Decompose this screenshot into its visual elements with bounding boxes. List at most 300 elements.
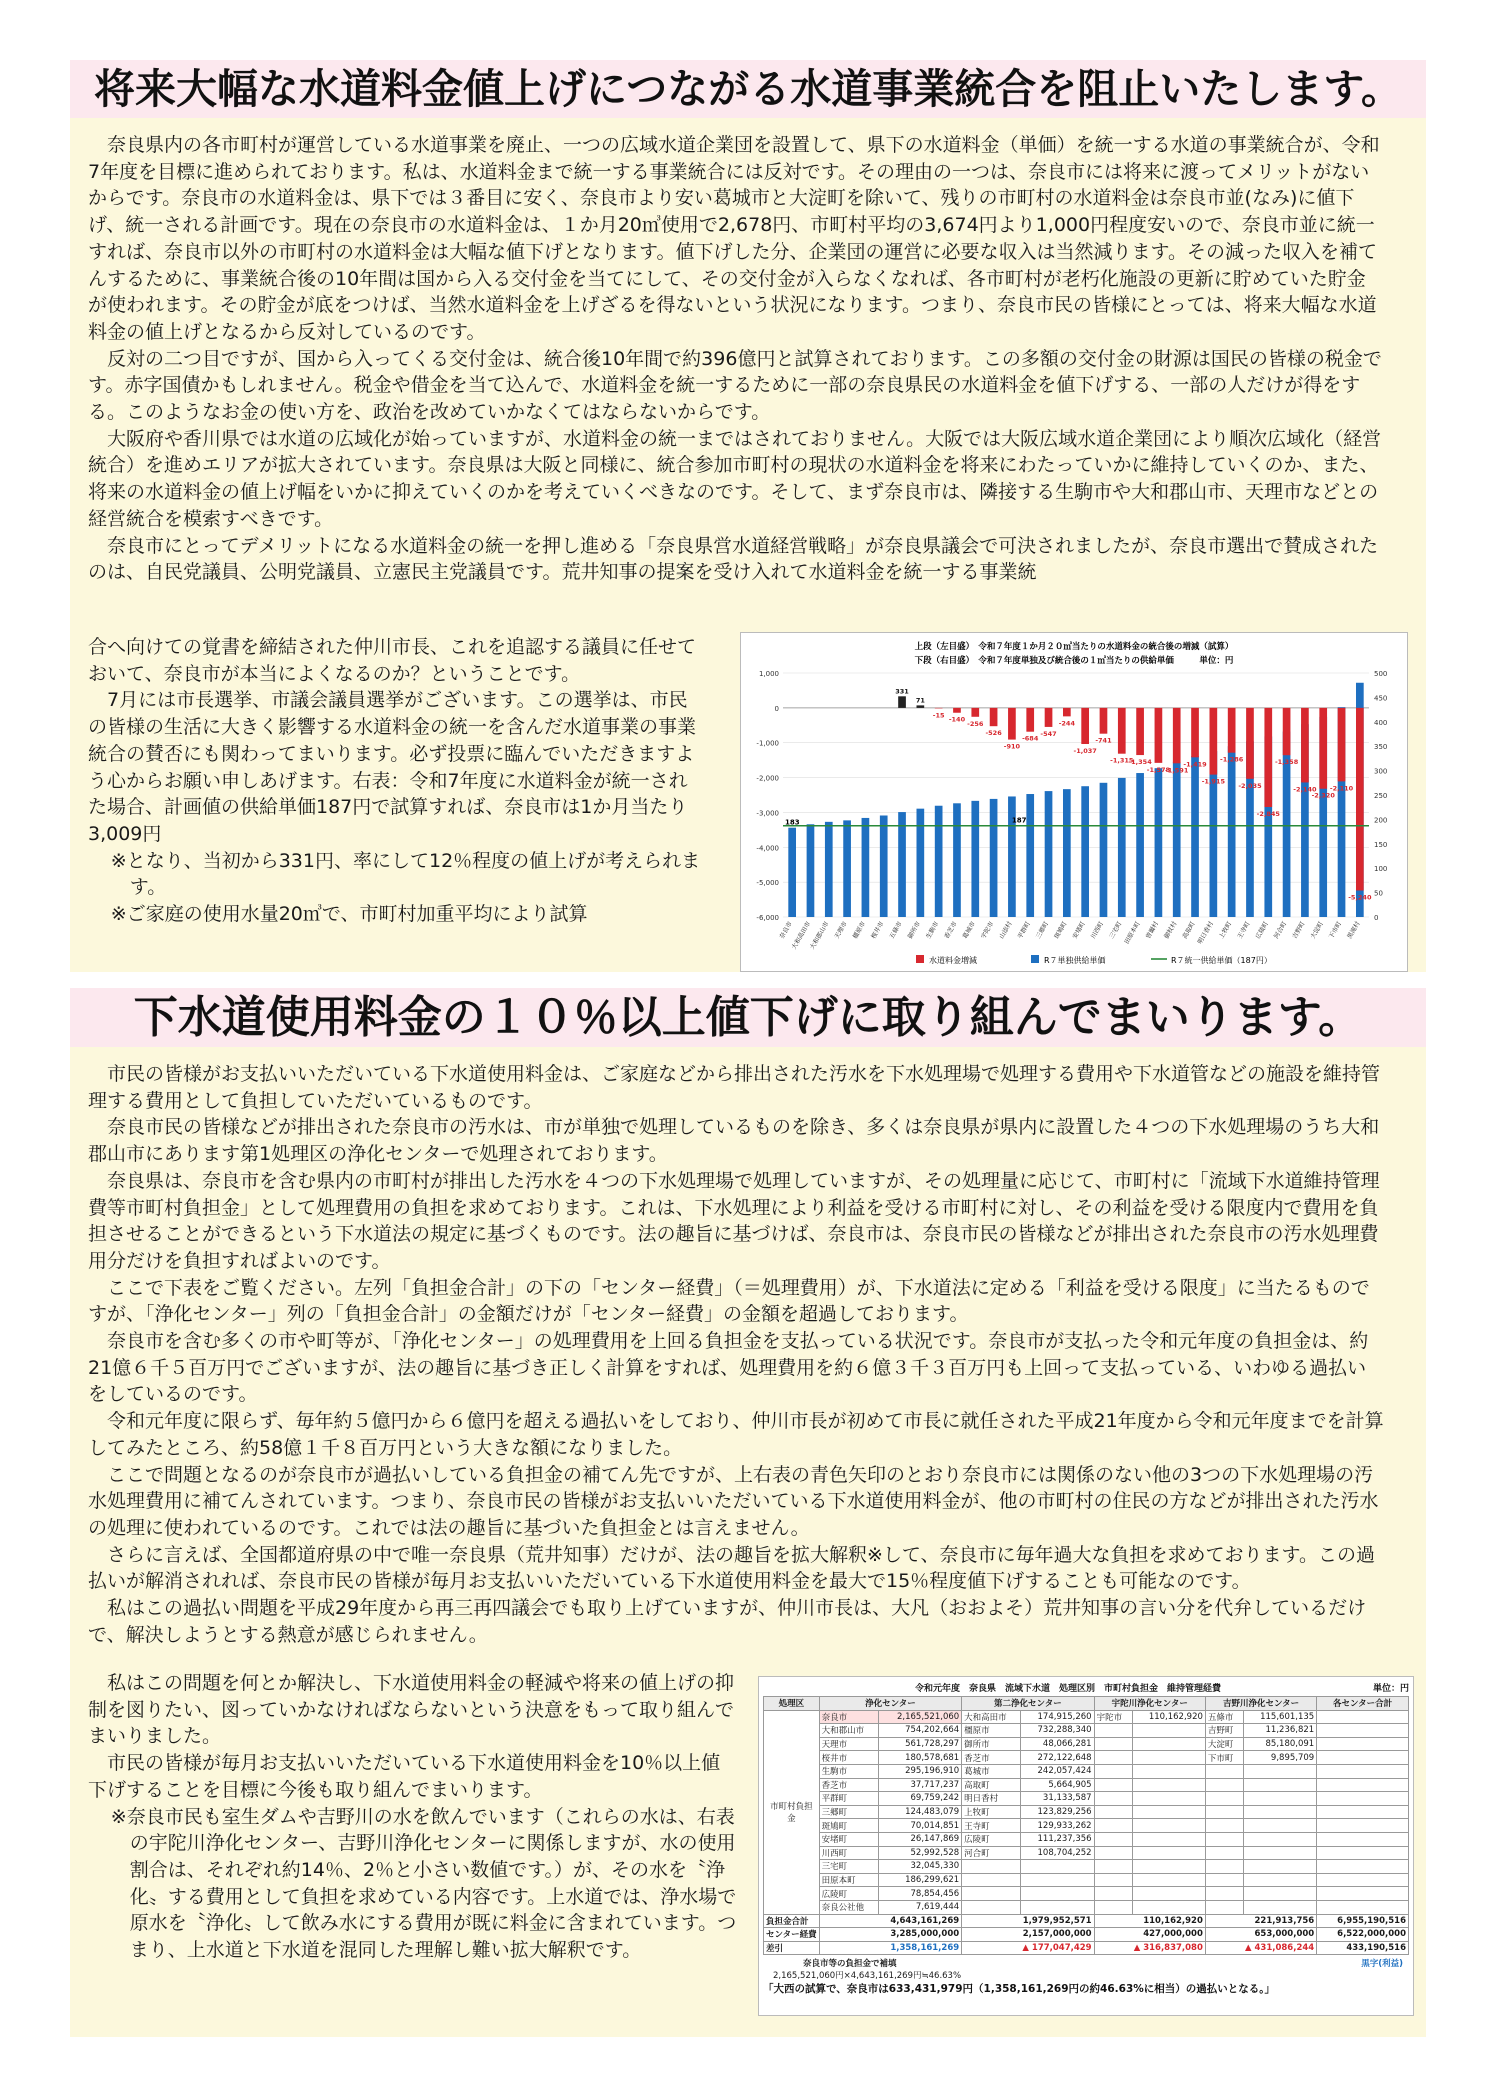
- legend-blue-label: R７単独供給単価: [1044, 956, 1106, 965]
- category-label: 葛城市: [961, 920, 978, 941]
- summary-cell: センター経費: [764, 1928, 820, 1942]
- table-row: [764, 1805, 1409, 1819]
- table-cell: 124,483,079: [878, 1805, 961, 1819]
- legend-green-label: R７統一供給単価（187円）: [1171, 956, 1272, 965]
- left-tick-label: 0: [774, 704, 779, 713]
- chart-subtitle: 下段（右目盛） 令和７年度単独及び統合後の１㎥当たりの供給単価 単位：円: [914, 656, 1234, 666]
- blue-bar: [1045, 791, 1053, 917]
- s1-note: ※ご家庭の使用水量20㎥で、市町村加重平均により試算: [110, 903, 588, 926]
- table-cell: [1132, 1778, 1205, 1792]
- blue-bar: [1063, 789, 1071, 917]
- blue-bar: [1081, 786, 1089, 917]
- summary-cell: 2,157,000,000: [962, 1928, 1094, 1942]
- table-cell: 葛城市: [962, 1764, 1021, 1778]
- right-tick-label: 400: [1374, 718, 1388, 727]
- table-cell: 123,829,256: [1021, 1805, 1094, 1819]
- red-bar: [935, 708, 943, 709]
- data-label: -1,578: [1146, 765, 1171, 774]
- summary-cell: 負担金合計: [764, 1914, 820, 1928]
- red-bar: [1008, 708, 1016, 740]
- data-label: -1,915: [1201, 777, 1225, 786]
- data-label: -1,037: [1073, 747, 1097, 756]
- table-row: [764, 1764, 1409, 1778]
- blue-bar: [1191, 756, 1199, 917]
- summary-cell: 6,522,000,000: [1317, 1928, 1409, 1942]
- table-cell: 大和郡山市: [819, 1724, 878, 1738]
- table-cell: [1317, 1832, 1409, 1846]
- table-cell: [1243, 1873, 1316, 1887]
- data-label: -2,035: [1238, 781, 1262, 790]
- table-row: [764, 1832, 1409, 1846]
- data-label: -526: [985, 729, 1002, 738]
- category-label: 生駒市: [925, 920, 941, 941]
- right-tick-label: 150: [1374, 840, 1388, 849]
- table-footer: 「大西の試算で、奈良市は633,431,979円（1,358,161,269円の約46.63%に相当）の過払いとなる。」: [763, 1983, 1276, 1996]
- summary-cell: 433,190,516: [1317, 1941, 1409, 1955]
- table-row: [764, 1751, 1409, 1765]
- th-center1: 浄化センター: [819, 1697, 962, 1711]
- table-cell: 明日香村: [962, 1792, 1021, 1806]
- right-tick-label: 200: [1374, 816, 1388, 825]
- blue-bar: [953, 803, 961, 917]
- table-cell: [1094, 1805, 1132, 1819]
- table-cell: 大和高田市: [962, 1710, 1021, 1724]
- table-cell: 御所市: [962, 1737, 1021, 1751]
- right-tick-label: 50: [1374, 889, 1383, 898]
- category-label: 五條市: [888, 920, 904, 941]
- table-cell: [1021, 1860, 1094, 1874]
- s1-note: ※となり、当初から331円、率にして12％程度の値上げが考えられます。: [110, 849, 701, 899]
- category-label: 大和郡山市: [808, 920, 831, 951]
- data-label: -741: [1095, 736, 1112, 745]
- s1-paragraph: 奈良市にとってデメリットになる水道料金の統一を押し進める「奈良県営水道経営戦略」が奈良県議会で可決されましたが、奈良市選出で賛成されたのは、自民党議員、公明党議員、立憲民主党議員です。荒井知事の提案を受け入れて水道料金を統一する事業統: [88, 534, 1379, 584]
- data-label: -1,591: [1165, 766, 1189, 775]
- category-label: 宇陀市: [979, 920, 996, 941]
- right-tick-label: 250: [1374, 792, 1388, 800]
- table-cell: [1094, 1751, 1132, 1765]
- table-cell: 186,299,621: [878, 1873, 961, 1887]
- table-cell: [1132, 1846, 1205, 1860]
- th-center3: 宇陀川浄化センター: [1094, 1697, 1205, 1711]
- table-cell: [1317, 1805, 1409, 1819]
- category-label: 御杖村: [1163, 920, 1179, 941]
- table-cell: [962, 1860, 1021, 1874]
- red-bar: [1100, 708, 1108, 734]
- table-cell: [1132, 1860, 1205, 1874]
- data-label: -1,358: [1274, 758, 1299, 767]
- th-total: 各センター合計: [1317, 1697, 1409, 1711]
- blue-bar: [843, 820, 851, 917]
- table-cell: 桜井市: [819, 1751, 878, 1765]
- table-cell: [1094, 1846, 1132, 1860]
- table-cell: [1205, 1900, 1243, 1914]
- table-cell: [1243, 1846, 1316, 1860]
- section2-heading: 下水道使用料金の１０％以上値下げに取り組んでまいります。: [70, 988, 1426, 1047]
- red-bar: [1063, 708, 1071, 717]
- table-cell: 9,895,709: [1243, 1751, 1316, 1765]
- left-tick-label: -2,000: [756, 774, 779, 783]
- red-bar: [916, 705, 924, 707]
- table-cell: [1094, 1819, 1132, 1833]
- summary-row: [764, 1941, 1409, 1955]
- table-cell: [1243, 1887, 1316, 1901]
- table-row: [764, 1846, 1409, 1860]
- table-cell: 奈良市: [819, 1710, 878, 1724]
- table-cell: [1021, 1900, 1094, 1914]
- table-cell: 85,180,091: [1243, 1737, 1316, 1751]
- table-cell: [1317, 1764, 1409, 1778]
- table-cell: 48,066,281: [1021, 1737, 1094, 1751]
- data-label: -1,286: [1220, 755, 1244, 764]
- red-bar: [1283, 708, 1291, 755]
- s2-paragraph: 私はこの過払い問題を平成29年度から再三再四議会でも取り上げていますが、仲川市長は、大凡（おおよそ）荒井知事の言い分を代弁しているだけで、解決しようとする熱意が感じられません。: [88, 1597, 1367, 1646]
- category-label: 黒滝村: [1346, 920, 1362, 941]
- s2-paragraph: さらに言えば、全国都道府県の中で唯一奈良県（荒井知事）だけが、法の趣旨を拡大解釈※して、奈良市に毎年過大な負担を求めております。この過払いが解消されれば、奈良市民の皆様が毎月お支払いいただいている下水道使用料金を最大で15％程度値下げすることも可能なのです。: [88, 1543, 1376, 1593]
- table-cell: [1317, 1792, 1409, 1806]
- right-tick-label: 350: [1374, 743, 1388, 752]
- table-cell: [1243, 1832, 1316, 1846]
- category-label: 大和高田市: [790, 920, 813, 951]
- s2-col-paragraph: 私はこの問題を何とか解決し、下水道使用料金の軽減や将来の値上げの抑制を図りたい、図っていかなければならないという決意をもって取り組んでまいりました。: [88, 1672, 735, 1748]
- table-cell: 732,288,340: [1021, 1724, 1094, 1738]
- red-bar: [990, 708, 998, 726]
- section2-body: [88, 1061, 1384, 1648]
- table-cell: [962, 1900, 1021, 1914]
- table-cell: [1021, 1887, 1094, 1901]
- table-cell: [962, 1887, 1021, 1901]
- category-label: 上牧町: [1218, 920, 1234, 941]
- table-cell: 大淀町: [1205, 1737, 1243, 1751]
- table-cell: 安堵町: [819, 1832, 878, 1846]
- s2-paragraph: 奈良市民の皆様などが排出された奈良市の汚水は、市が単独で処理しているものを除き、多くは奈良県が県内に設置した４つの下水処理場のうち大和郡山市にあります第1処理区の浄化センターで処理されております。: [88, 1116, 1380, 1166]
- table-cell: [1094, 1737, 1132, 1751]
- s2-paragraph: ここで下表をご覧ください。左列「負担金合計」の下の「センター経費」（＝処理費用）が、下水道法に定める「利益を受ける限度」に当たるものですが、「浄化センター」列の「負担金合計」の金額だけが「センター経費」の金額を超過しております。: [88, 1276, 1370, 1326]
- table-cell: [1094, 1764, 1132, 1778]
- blue-bar: [1100, 783, 1108, 917]
- table-cell: [1205, 1792, 1243, 1806]
- table-cell: 橿原市: [962, 1724, 1021, 1738]
- table-cell: [1317, 1873, 1409, 1887]
- s1-col-paragraph: 7月には市長選挙、市議会議員選挙がございます。この選挙は、市民の皆様の生活に大きく影響する水道料金の統一を含んだ水道事業の事業統合の賛否にも関わってまいります。必ず投票に臨んでいただきますよう心からお願い申しあげます。右表：令和7年度に水道料金が統一された場合、計画値の供給単価187円で試算すれば、奈良市は1か月当たり3,009円: [88, 689, 697, 845]
- table-cell: [1205, 1832, 1243, 1846]
- table-cell: [1094, 1887, 1132, 1901]
- th-region: 処理区: [764, 1697, 820, 1711]
- category-label: 斑鳩町: [1053, 920, 1069, 941]
- table-cell: 川西町: [819, 1846, 878, 1860]
- table-cell: 37,717,237: [878, 1778, 961, 1792]
- table-cell: 天理市: [819, 1737, 878, 1751]
- table-row: [764, 1724, 1409, 1738]
- table-cell: [1317, 1900, 1409, 1914]
- sewer-table: [763, 1696, 1409, 1955]
- left-tick-label: -3,000: [756, 809, 779, 818]
- table-row: [764, 1778, 1409, 1792]
- table-cell: 31,133,587: [1021, 1792, 1094, 1806]
- summary-cell: 3,285,000,000: [819, 1928, 962, 1942]
- table-cell: [1132, 1724, 1205, 1738]
- left-tick-label: 1,000: [758, 670, 779, 678]
- row-label-cell: 市町村負担金: [764, 1710, 820, 1914]
- table-cell: [1094, 1724, 1132, 1738]
- s2-paragraph: 奈良市を含む多くの市や町等が、「浄化センター」の処理費用を上回る負担金を支払っている状況です。奈良市が支払った令和元年度の負担金は、約21億６千５百万円でございますが、法の趣旨に基づき正しく計算をすれば、処理費用を約６億３千３百万円も上回って支払っている、いわゆる過払いをしているのです。: [88, 1330, 1369, 1406]
- blue-bar: [1026, 794, 1034, 917]
- table-cell: 272,122,648: [1021, 1751, 1094, 1765]
- label-183: 183: [785, 818, 800, 827]
- table-cell: 754,202,664: [878, 1724, 961, 1738]
- table-cell: 三郷町: [819, 1805, 878, 1819]
- summary-cell: 110,162,920: [1094, 1914, 1205, 1928]
- s2-paragraph: 市民の皆様がお支払いいただいている下水道使用料金は、ご家庭などから排出された汚水を下水処理場で処理する費用や下水道管などの施設を維持管理する費用として負担していただいているものです。: [88, 1063, 1381, 1112]
- data-label: 71: [915, 696, 925, 705]
- table-cell: 五條市: [1205, 1710, 1243, 1724]
- category-label: 橿原市: [851, 920, 868, 941]
- table-calc-label: 奈良市等の負担金で補填: [803, 1959, 897, 1970]
- table-cell: [1205, 1805, 1243, 1819]
- blue-bar: [880, 815, 888, 917]
- data-label: -2,140: [1293, 785, 1317, 794]
- category-label: 香芝市: [943, 920, 959, 941]
- red-bar: [1136, 708, 1144, 755]
- table-row: [764, 1737, 1409, 1751]
- s2-paragraph: ここで問題となるのが奈良市が過払いしている負担金の補てん先ですが、上右表の青色矢印のとおり奈良市には関係のない他の3つの下水処理場の汚水処理費用に補てんされています。つまり、奈良市民の皆様がお支払いいただいている下水道使用料金が、他の市町村の住民の方などが排出された汚水の処理に使われているのです。これでは法の趣旨に基づいた負担金とは言えません。: [88, 1463, 1379, 1539]
- s2-note: ※奈良市民も室生ダムや吉野川の水を飲んでいます（これらの水は、右表の宇陀川浄化センター、吉野川浄化センターに関係しますが、水の使用割合は、それぞれ約14％、2％と小さい数値です。）が、その水を〝浄化〟する費用として負担を求めている内容です。上水道では、浄水場で原水を〝浄化〟して飲み水にする費用が既に料金に含まれています。つまり、上水道と下水道を混同した理解し難い拡大解釈です。: [110, 1805, 737, 1962]
- category-label: 奈良市: [778, 920, 794, 941]
- table-cell: [1317, 1819, 1409, 1833]
- right-tick-label: 450: [1374, 694, 1388, 703]
- table-cell: [1317, 1751, 1409, 1765]
- legend-red-swatch: [916, 955, 924, 963]
- table-cell: [1132, 1887, 1205, 1901]
- table-cell: 広陵町: [819, 1887, 878, 1901]
- category-label: 高取町: [1181, 920, 1197, 941]
- table-cell: 王寺町: [962, 1819, 1021, 1833]
- blue-bar: [1173, 762, 1181, 917]
- category-label: 田原本町: [1123, 920, 1142, 946]
- data-label: -1,354: [1128, 758, 1152, 767]
- chart-svg: [741, 633, 1407, 971]
- red-bar: [1155, 708, 1163, 763]
- blue-bar: [1008, 796, 1016, 917]
- blue-bar: [788, 828, 796, 917]
- table-row: [764, 1873, 1409, 1887]
- table-cell: 2,165,521,060: [878, 1710, 961, 1724]
- table-calc-formula: 2,165,521,060円×4,643,161,269円≒46.63%: [773, 1971, 962, 1982]
- legend-blue-swatch: [1031, 955, 1039, 963]
- table-header-row: [764, 1697, 1409, 1711]
- table-cell: [1205, 1860, 1243, 1874]
- summary-cell: 4,643,161,269: [819, 1914, 962, 1928]
- table-cell: [1317, 1846, 1409, 1860]
- data-label: -140: [948, 715, 966, 724]
- table-cell: [1094, 1873, 1132, 1887]
- table-cell: [1132, 1737, 1205, 1751]
- left-tick-label: -6,000: [756, 914, 779, 922]
- table-cell: [1317, 1860, 1409, 1874]
- table-cell: [1243, 1764, 1316, 1778]
- summary-cell: ▲ 316,837,080: [1094, 1941, 1205, 1955]
- table-cell: [1317, 1737, 1409, 1751]
- table-cell: [1243, 1805, 1316, 1819]
- summary-cell: ▲ 177,047,429: [962, 1941, 1094, 1955]
- table-cell: 242,057,424: [1021, 1764, 1094, 1778]
- blue-bar: [971, 801, 979, 917]
- table-row: [764, 1860, 1409, 1874]
- table-row: [764, 1900, 1409, 1914]
- s1-paragraph: 奈良県内の各市町村が運営している水道事業を廃止、一つの広域水道企業団を設置して、県下の水道料金（単価）を統一する水道の事業統合が、令和7年度を目標に進められております。私は、水道料金まで統一する事業統合には反対です。その理由の一つは、奈良市には将来に渡ってメリットがないからです。奈良市の水道料金は、県下では３番目に安く、奈良市より安い葛城市と大淀町を除いて、残りの市町村の水道料金は奈良市並(なみ)に値下げ、統一される計画です。現在の奈良市の水道料金は、１か月20㎥使用で2,678円、市町村平均の3,674円より1,000円程度安いので、奈良市並に統一すれば、奈良市以外の市町村の水道料金は大幅な値下げとなります。値下げした分、企業団の運営に必要な収入は当然減ります。その減った収入を補てんするために、事業統合後の10年間は国から入る交付金を当てにして、その交付金が入らなくなれば、各市町村が老朽化施設の更新に貯めていた貯金が使われます。その貯金が底をつけば、当然水道料金を上げざるを得ないという状況になります。つまり、奈良市民の皆様にとっては、将来大幅な水道料金の値上げとなるから反対しているのです。: [88, 134, 1380, 343]
- table-cell: [1132, 1805, 1205, 1819]
- red-bar: [898, 696, 906, 708]
- legend-red-label: 水道料金増減: [929, 956, 977, 965]
- table-cell: [1094, 1900, 1132, 1914]
- blue-bar: [807, 824, 815, 917]
- category-label: 曽爾村: [1144, 920, 1161, 941]
- red-bar: [1338, 708, 1346, 782]
- s2-paragraph: 奈良県は、奈良市を含む県内の市町村が排出した汚水を４つの下水処理場で処理していますが、その処理量に応じて、市町村に「流域下水道維持管理費等市町村負担金」として処理費用の負担を求めております。これは、下水処理により利益を受ける市町村に対し、その利益を受ける限度内で費用を負担させることができるという下水道法の規定に基づくものです。法の趣旨に基づけば、奈良市は、奈良市民の皆様などが排出された奈良市の汚水処理費用分だけを負担すればよいのです。: [88, 1169, 1380, 1272]
- red-bar: [1246, 708, 1254, 779]
- section1-column: [88, 634, 706, 928]
- summary-cell: 1,358,161,269: [819, 1941, 962, 1955]
- table-cell: 7,619,444: [878, 1900, 961, 1914]
- table-cell: 河合町: [962, 1846, 1021, 1860]
- sewer-burden-table: [758, 1676, 1414, 2016]
- s1-paragraph: 大阪府や香川県では水道の広域化が始っていますが、水道料金の統一まではされておりません。大阪では大阪広域水道企業団により順次広域化（経営統合）を進めエリアが拡大されています。奈良県は大阪と同様に、統合参加市町村の現状の水道料金を将来にわたっていかに維持していくのか、また、将来の水道料金の値上げ幅をいかに抑えていくのかを考えていくべきなのです。そして、まず奈良市は、隣接する生駒市や大和郡山市、天理市などとの経営統合を模索すべきです。: [88, 427, 1382, 530]
- table-cell: 香芝市: [819, 1778, 878, 1792]
- red-bar: [1209, 708, 1217, 775]
- table-cell: [1132, 1873, 1205, 1887]
- s1-paragraph: 反対の二つ目ですが、国から入ってくる交付金は、統合後10年間で約396億円と試算されております。この多額の交付金の財源は国民の皆様の税金です。赤字国債かもしれません。税金や借金を当て込んで、水道料金を統一するために一部の奈良県民の水道料金を値下げする、一部の人だけが得をする。このようなお金の使い方を、政治を改めていかなくてはならないからです。: [88, 347, 1382, 424]
- data-label: -2,320: [1311, 791, 1335, 800]
- table-cell: [1205, 1778, 1243, 1792]
- right-tick-label: 500: [1374, 670, 1388, 678]
- table-cell: 下市町: [1205, 1751, 1243, 1765]
- data-label: -684: [1022, 734, 1039, 743]
- table-cell: 田原本町: [819, 1873, 878, 1887]
- summary-row: [764, 1928, 1409, 1942]
- blue-bar: [898, 812, 906, 917]
- summary-row: [764, 1914, 1409, 1928]
- summary-cell: 6,955,190,516: [1317, 1914, 1409, 1928]
- blue-bar: [1118, 778, 1126, 917]
- category-label: 川西町: [1089, 920, 1106, 941]
- right-tick-label: 0: [1374, 914, 1379, 922]
- red-bar: [1081, 708, 1089, 744]
- table-cell: [1094, 1778, 1132, 1792]
- blue-bar: [862, 818, 870, 917]
- table-cell: [1317, 1724, 1409, 1738]
- table-cell: [1317, 1710, 1409, 1724]
- table-cell: 高取町: [962, 1778, 1021, 1792]
- table-row: [764, 1819, 1409, 1833]
- category-label: 下市町: [1327, 920, 1344, 941]
- red-bar: [1319, 708, 1327, 789]
- category-label: 御所市: [906, 920, 923, 941]
- table-cell: 70,014,851: [878, 1819, 961, 1833]
- table-cell: [1205, 1887, 1243, 1901]
- blue-bar: [1136, 773, 1144, 917]
- label-187: 187: [1011, 816, 1027, 825]
- section2-column: [88, 1670, 738, 1964]
- table-cell: [1094, 1860, 1132, 1874]
- table-cell: 295,196,910: [878, 1764, 961, 1778]
- table-cell: 26,147,869: [878, 1832, 961, 1846]
- blue-bar: [935, 806, 943, 917]
- table-cell: [962, 1873, 1021, 1887]
- s2-col-paragraph: 市民の皆様が毎月お支払いいただいている下水道使用料金を10％以上値下げすることを目標に今後も取り組んでまいります。: [88, 1752, 721, 1801]
- red-bar: [953, 708, 961, 713]
- category-label: 明日香村: [1196, 920, 1216, 946]
- table-cell: 129,933,262: [1021, 1819, 1094, 1833]
- table-cell: [1243, 1900, 1316, 1914]
- left-tick-label: -1,000: [756, 739, 779, 748]
- table-cell: 108,704,252: [1021, 1846, 1094, 1860]
- table-cell: [1243, 1819, 1316, 1833]
- table-cell: 11,236,821: [1243, 1724, 1316, 1738]
- table-cell: [1317, 1778, 1409, 1792]
- table-cell: [1094, 1792, 1132, 1806]
- table-unit: 単位：円: [1372, 1684, 1409, 1694]
- red-bar: [1228, 708, 1236, 753]
- category-label: 安堵町: [1071, 920, 1087, 941]
- table-row: [764, 1792, 1409, 1806]
- table-cell: 78,854,456: [878, 1887, 961, 1901]
- summary-cell: ▲ 431,086,244: [1205, 1941, 1316, 1955]
- table-cell: 広陵町: [962, 1832, 1021, 1846]
- table-surplus-label: 黒字(利益): [1361, 1959, 1403, 1970]
- blue-bar: [1155, 768, 1163, 917]
- table-cell: [1132, 1792, 1205, 1806]
- right-tick-label: 100: [1374, 865, 1388, 874]
- red-bar: [1191, 708, 1199, 757]
- table-title: 令和元年度 奈良県 流域下水道 処理区別 市町村負担金 維持管理経費: [914, 1684, 1221, 1694]
- table-cell: 180,578,681: [878, 1751, 961, 1765]
- table-cell: 平群町: [819, 1792, 878, 1806]
- table-cell: [1243, 1778, 1316, 1792]
- table-cell: [1205, 1846, 1243, 1860]
- table-cell: 上牧町: [962, 1805, 1021, 1819]
- table-cell: 奈良公社他: [819, 1900, 878, 1914]
- left-tick-label: -4,000: [756, 844, 779, 853]
- th-center2: 第二浄化センター: [962, 1697, 1094, 1711]
- summary-cell: 1,979,952,571: [962, 1914, 1094, 1928]
- blue-bar: [916, 809, 924, 917]
- red-bar: [1356, 708, 1364, 891]
- data-label: -256: [967, 719, 984, 728]
- table-cell: [1094, 1832, 1132, 1846]
- summary-cell: 653,000,000: [1205, 1928, 1316, 1942]
- table-cell: 三宅町: [819, 1860, 878, 1874]
- table-cell: [1132, 1819, 1205, 1833]
- water-rate-chart: [740, 632, 1408, 972]
- category-label: 平群町: [1016, 920, 1032, 941]
- table-cell: 174,915,260: [1021, 1710, 1094, 1724]
- table-cell: 110,162,920: [1132, 1710, 1205, 1724]
- table-cell: [1243, 1860, 1316, 1874]
- chart-title: 上段（左目盛） 令和７年度１か月２０㎥当たりの水道料金の統合後の増減（試算）: [914, 642, 1234, 652]
- data-label: -1,419: [1183, 760, 1207, 769]
- data-label: -15: [932, 711, 945, 720]
- data-label: -910: [1003, 742, 1021, 751]
- red-bar: [1301, 708, 1309, 783]
- table-cell: 111,237,356: [1021, 1832, 1094, 1846]
- section1-body: [88, 132, 1384, 586]
- category-label: 河合町: [1272, 920, 1289, 941]
- data-label: -1,315: [1110, 756, 1134, 765]
- s1-col-paragraph: 合へ向けての覚書を締結された仲川市長、これを追認する議員に任せておいて、奈良市が本当によくなるのか？ということです。: [88, 636, 697, 685]
- data-label: -2,845: [1256, 810, 1280, 819]
- category-label: 大淀町: [1309, 920, 1325, 941]
- red-bar: [1045, 708, 1053, 727]
- category-label: 吉野町: [1291, 920, 1307, 941]
